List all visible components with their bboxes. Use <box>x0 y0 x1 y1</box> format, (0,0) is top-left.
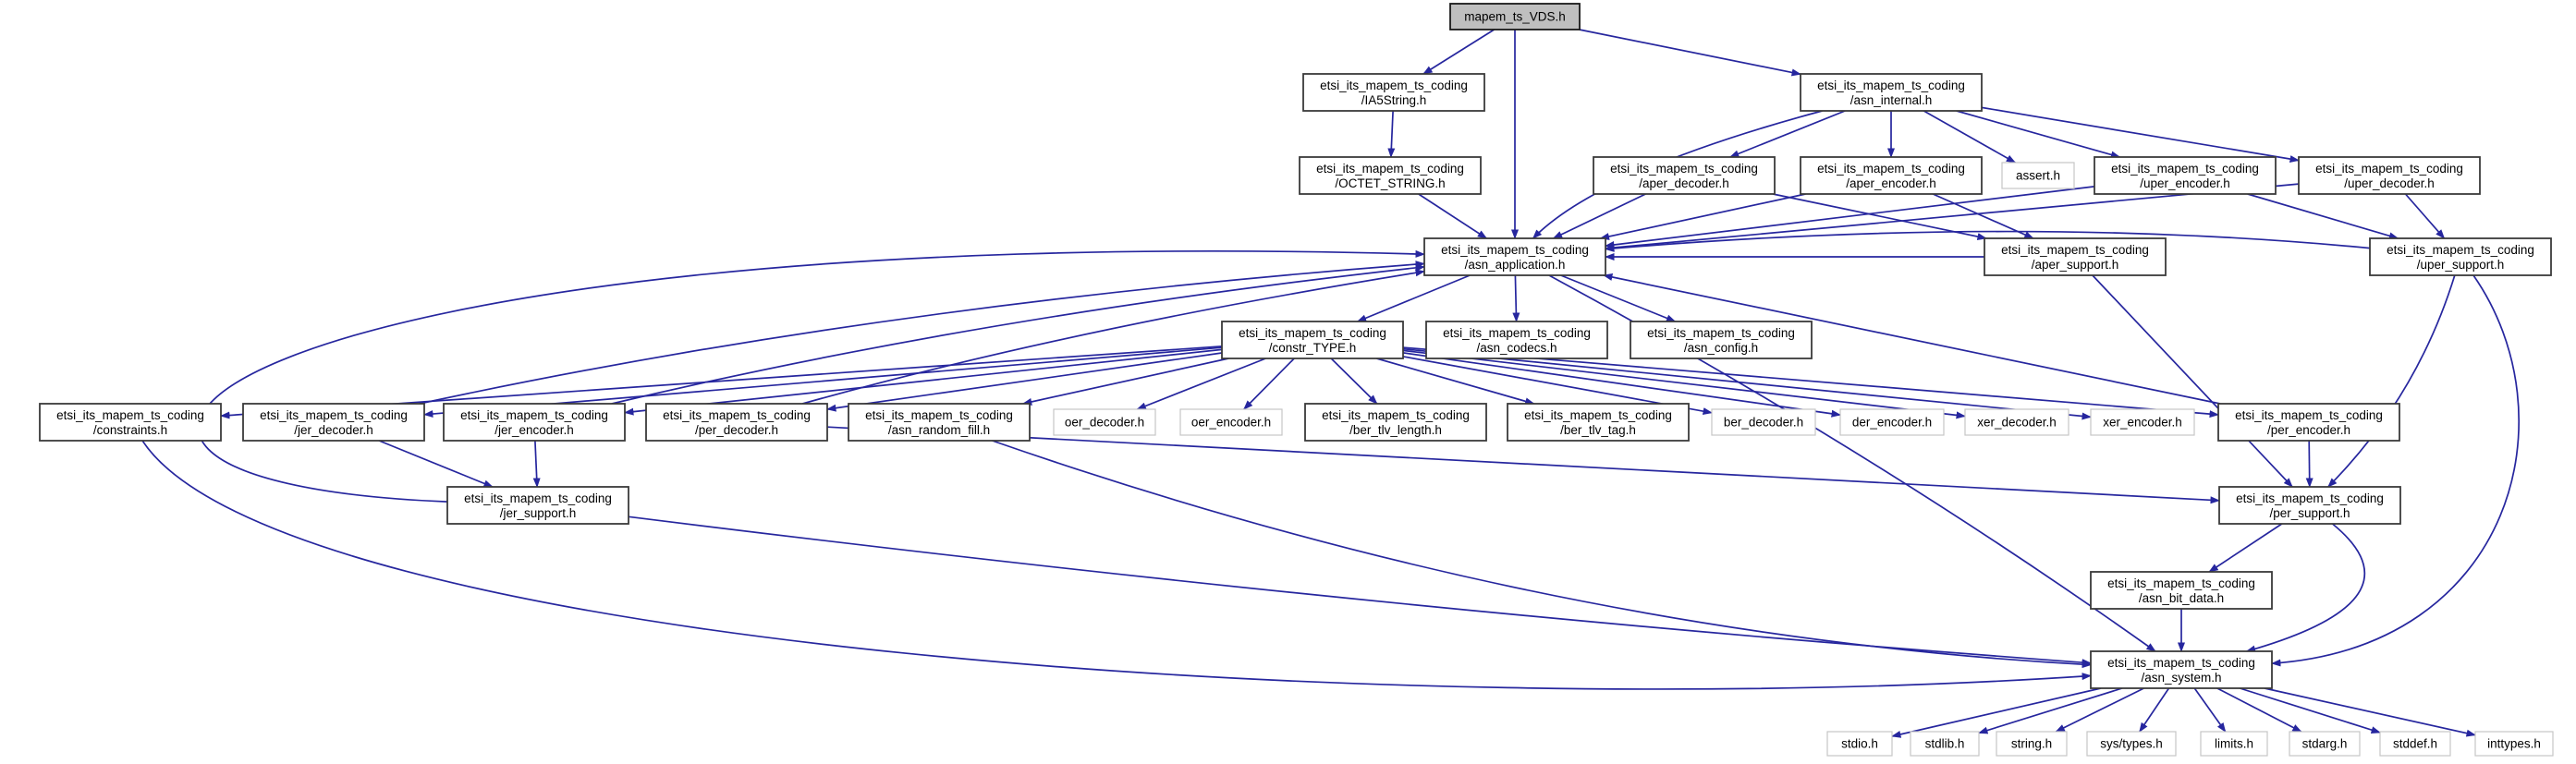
node-box[interactable] <box>2091 651 2272 688</box>
node-box[interactable] <box>1305 404 1486 441</box>
node-label: limits.h <box>2214 736 2254 751</box>
node-jer_encoder[interactable] <box>444 404 625 441</box>
node-label: inttypes.h <box>2487 736 2541 751</box>
node-jer_support[interactable] <box>447 487 629 524</box>
node-box <box>1827 732 1892 756</box>
edge-asn_internal-aper_decoder <box>1730 111 1845 157</box>
node-ber_tlv_length[interactable] <box>1305 404 1486 441</box>
nodes-layer <box>40 4 2553 756</box>
node-label: etsi_its_mapem_ts_coding <box>1817 79 1965 92</box>
node-oer_decoder <box>1054 409 1155 435</box>
node-label: stdarg.h <box>2301 736 2348 751</box>
node-box[interactable] <box>2094 157 2276 194</box>
node-label: string.h <box>2010 736 2053 751</box>
node-uper_encoder[interactable] <box>2094 157 2276 194</box>
node-label: /uper_support.h <box>2416 258 2505 272</box>
edge-asn_system-inttypes <box>2265 688 2475 735</box>
node-label: /constraints.h <box>92 423 168 437</box>
node-uper_decoder[interactable] <box>2299 157 2480 194</box>
edge-per_encoder-per_support <box>2309 441 2310 487</box>
node-label: etsi_its_mapem_ts_coding <box>663 408 811 422</box>
node-box[interactable] <box>848 404 1030 441</box>
edge-asn_internal-assert <box>1923 111 2015 163</box>
node-label: etsi_its_mapem_ts_coding <box>2235 408 2383 422</box>
node-stddef <box>2380 732 2450 756</box>
node-label: etsi_its_mapem_ts_coding <box>2107 656 2255 670</box>
node-box <box>2201 732 2267 756</box>
node-label: etsi_its_mapem_ts_coding <box>865 408 1013 422</box>
node-label: etsi_its_mapem_ts_coding <box>1441 243 1589 257</box>
edge-asn_application-constr_TYPE <box>1358 275 1471 321</box>
node-box[interactable] <box>646 404 827 441</box>
node-box[interactable] <box>1801 74 1982 111</box>
node-constraints[interactable] <box>40 404 221 441</box>
node-label: /ber_tlv_tag.h <box>1560 423 1636 437</box>
node-jer_decoder[interactable] <box>243 404 424 441</box>
node-label: /OCTET_STRING.h <box>1335 176 1446 190</box>
node-box[interactable] <box>1303 74 1484 111</box>
node-label: xer_decoder.h <box>1977 415 2057 430</box>
node-xer_encoder <box>2091 409 2194 435</box>
node-box <box>1911 732 1979 756</box>
node-label: /constr_TYPE.h <box>1268 341 1357 355</box>
node-der_encoder <box>1840 409 1944 435</box>
node-box <box>2475 732 2553 756</box>
node-label: etsi_its_mapem_ts_coding <box>1316 162 1464 176</box>
node-constr_TYPE[interactable] <box>1222 321 1403 358</box>
node-label: /aper_decoder.h <box>1639 176 1729 190</box>
node-label: etsi_its_mapem_ts_coding <box>56 408 204 422</box>
node-label: stdio.h <box>1841 736 1878 751</box>
node-stdarg <box>2289 732 2360 756</box>
node-label: /per_decoder.h <box>694 423 779 437</box>
node-per_support[interactable] <box>2219 487 2400 524</box>
node-ber_tlv_tag[interactable] <box>1508 404 1689 441</box>
node-label: etsi_its_mapem_ts_coding <box>2315 162 2463 176</box>
node-box[interactable] <box>1300 157 1481 194</box>
node-label: xer_encoder.h <box>2103 415 2182 430</box>
edge-asn_application-asn_config <box>1561 275 1676 321</box>
node-label: etsi_its_mapem_ts_coding <box>1817 162 1965 176</box>
node-label: etsi_its_mapem_ts_coding <box>464 491 612 505</box>
edge-mapem_ts_VDS-asn_internal <box>1580 30 1801 74</box>
node-aper_encoder[interactable] <box>1801 157 1982 194</box>
edge-constr_TYPE-ber_tlv_length <box>1331 358 1377 404</box>
node-stdlib <box>1911 732 1979 756</box>
node-label: /aper_support.h <box>2031 258 2119 272</box>
node-box <box>2380 732 2450 756</box>
node-label: /asn_system.h <box>2141 671 2222 685</box>
edge-IA5String-OCTET_STRING <box>1391 111 1393 157</box>
edge-uper_support-per_support <box>2328 275 2455 487</box>
node-box <box>1450 4 1580 30</box>
node-box <box>1965 409 2069 435</box>
node-label: /uper_encoder.h <box>2140 176 2230 190</box>
node-box <box>1180 409 1282 435</box>
node-box[interactable] <box>2091 572 2272 609</box>
node-label: etsi_its_mapem_ts_coding <box>1322 408 1470 422</box>
node-asn_internal[interactable] <box>1801 74 1982 111</box>
node-label: /asn_random_fill.h <box>887 423 991 437</box>
node-label: /jer_encoder.h <box>494 423 574 437</box>
node-inttypes <box>2475 732 2553 756</box>
node-label: /jer_support.h <box>499 506 577 520</box>
node-box[interactable] <box>1426 321 1607 358</box>
node-box <box>1712 409 1815 435</box>
node-box[interactable] <box>1593 157 1775 194</box>
node-label: /jer_decoder.h <box>294 423 373 437</box>
node-box[interactable] <box>444 404 625 441</box>
node-IA5String[interactable] <box>1303 74 1484 111</box>
node-box <box>2091 409 2194 435</box>
edge-jer_support-asn_system <box>629 516 2091 663</box>
edge-asn_system-limits <box>2194 688 2225 732</box>
node-box[interactable] <box>2219 487 2400 524</box>
edge-constr_TYPE-oer_encoder <box>1244 358 1294 409</box>
node-box[interactable] <box>2370 238 2551 275</box>
node-label: /per_encoder.h <box>2266 423 2351 437</box>
node-assert <box>2002 163 2074 188</box>
node-label: /ber_tlv_length.h <box>1349 423 1442 437</box>
node-box <box>1840 409 1944 435</box>
node-box <box>1996 732 2067 756</box>
node-box <box>1054 409 1155 435</box>
node-box[interactable] <box>1424 238 1605 275</box>
node-string <box>1996 732 2067 756</box>
node-label: oer_encoder.h <box>1190 415 1272 430</box>
edge-aper_support-per_support <box>2093 275 2292 487</box>
node-label: oer_decoder.h <box>1064 415 1145 430</box>
node-box <box>2289 732 2360 756</box>
node-ber_decoder <box>1712 409 1815 435</box>
edge-uper_decoder-uper_support <box>2406 194 2445 238</box>
node-label: etsi_its_mapem_ts_coding <box>260 408 408 422</box>
node-label: assert.h <box>2015 168 2061 183</box>
edges-layer <box>142 30 2519 736</box>
node-asn_application[interactable] <box>1424 238 1605 275</box>
edge-uper_encoder-asn_application <box>1605 187 2094 246</box>
node-label: /uper_decoder.h <box>2344 176 2435 190</box>
edge-jer_encoder-jer_support <box>535 441 537 487</box>
node-mapem_ts_VDS <box>1450 4 1580 30</box>
edge-asn_random_fill-asn_system <box>993 441 2092 665</box>
node-box <box>2087 732 2176 756</box>
node-asn_system[interactable] <box>2091 651 2272 688</box>
node-label: sys/types.h <box>2100 736 2163 751</box>
node-label: etsi_its_mapem_ts_coding <box>1610 162 1758 176</box>
node-label: etsi_its_mapem_ts_coding <box>1443 326 1591 340</box>
node-label: etsi_its_mapem_ts_coding <box>2111 162 2259 176</box>
node-label: mapem_ts_VDS.h <box>1464 9 1566 24</box>
node-sys_types <box>2087 732 2176 756</box>
edge-constr_TYPE-oer_decoder <box>1137 358 1265 409</box>
node-box[interactable] <box>1801 157 1982 194</box>
node-label: /IA5String.h <box>1361 93 1427 107</box>
node-label: etsi_its_mapem_ts_coding <box>1239 326 1386 340</box>
node-label: etsi_its_mapem_ts_coding <box>460 408 608 422</box>
node-label: /asn_bit_data.h <box>2138 591 2225 605</box>
node-label: stdlib.h <box>1924 736 1965 751</box>
node-label: etsi_its_mapem_ts_coding <box>1524 408 1672 422</box>
edge-asn_application-asn_codecs <box>1515 275 1516 321</box>
node-box <box>2002 163 2074 188</box>
node-label: /aper_encoder.h <box>1846 176 1936 190</box>
node-limits <box>2201 732 2267 756</box>
node-label: stddef.h <box>2392 736 2438 751</box>
node-stdio <box>1827 732 1892 756</box>
node-per_decoder[interactable] <box>646 404 827 441</box>
edge-asn_system-sys_types <box>2140 688 2169 732</box>
node-aper_support[interactable] <box>1984 238 2166 275</box>
node-box[interactable] <box>447 487 629 524</box>
edge-mapem_ts_VDS-IA5String <box>1423 30 1495 74</box>
edge-uper_encoder-uper_support <box>2248 194 2399 238</box>
node-box[interactable] <box>40 404 221 441</box>
node-box[interactable] <box>243 404 424 441</box>
node-per_encoder[interactable] <box>2218 404 2399 441</box>
node-box[interactable] <box>1222 321 1403 358</box>
node-asn_codecs[interactable] <box>1426 321 1607 358</box>
node-uper_support[interactable] <box>2370 238 2551 275</box>
node-label: ber_decoder.h <box>1723 415 1804 430</box>
node-xer_decoder <box>1965 409 2069 435</box>
node-label: /per_support.h <box>2269 506 2350 520</box>
edge-asn_internal-uper_encoder <box>1957 111 2120 157</box>
node-asn_config[interactable] <box>1630 321 1812 358</box>
edge-asn_system-stdio <box>1892 688 2101 736</box>
node-label: etsi_its_mapem_ts_coding <box>2387 243 2534 257</box>
node-label: der_encoder.h <box>1851 415 1933 430</box>
node-oer_encoder <box>1180 409 1282 435</box>
node-label: etsi_its_mapem_ts_coding <box>2107 576 2255 590</box>
node-box[interactable] <box>2218 404 2399 441</box>
node-box[interactable] <box>1630 321 1812 358</box>
node-asn_random_fill[interactable] <box>848 404 1030 441</box>
node-label: etsi_its_mapem_ts_coding <box>1647 326 1795 340</box>
node-label: /asn_internal.h <box>1850 93 1933 107</box>
node-box[interactable] <box>2299 157 2480 194</box>
edge-OCTET_STRING-asn_application <box>1419 194 1487 238</box>
edge-asn_internal-uper_decoder <box>1982 107 2299 160</box>
edge-jer_decoder-jer_support <box>379 441 493 487</box>
edge-constr_TYPE-asn_random_fill <box>1023 358 1228 404</box>
node-label: etsi_its_mapem_ts_coding <box>1320 79 1468 92</box>
edge-per_support-asn_bit_data <box>2209 524 2282 572</box>
node-OCTET_STRING[interactable] <box>1300 157 1481 194</box>
node-box[interactable] <box>1508 404 1689 441</box>
node-asn_bit_data[interactable] <box>2091 572 2272 609</box>
node-aper_decoder[interactable] <box>1593 157 1775 194</box>
node-label: /asn_codecs.h <box>1476 341 1557 355</box>
node-box[interactable] <box>1984 238 2166 275</box>
node-label: etsi_its_mapem_ts_coding <box>2001 243 2149 257</box>
node-label: /asn_application.h <box>1464 258 1566 272</box>
node-label: etsi_its_mapem_ts_coding <box>2236 491 2384 505</box>
node-label: /asn_config.h <box>1683 341 1759 355</box>
